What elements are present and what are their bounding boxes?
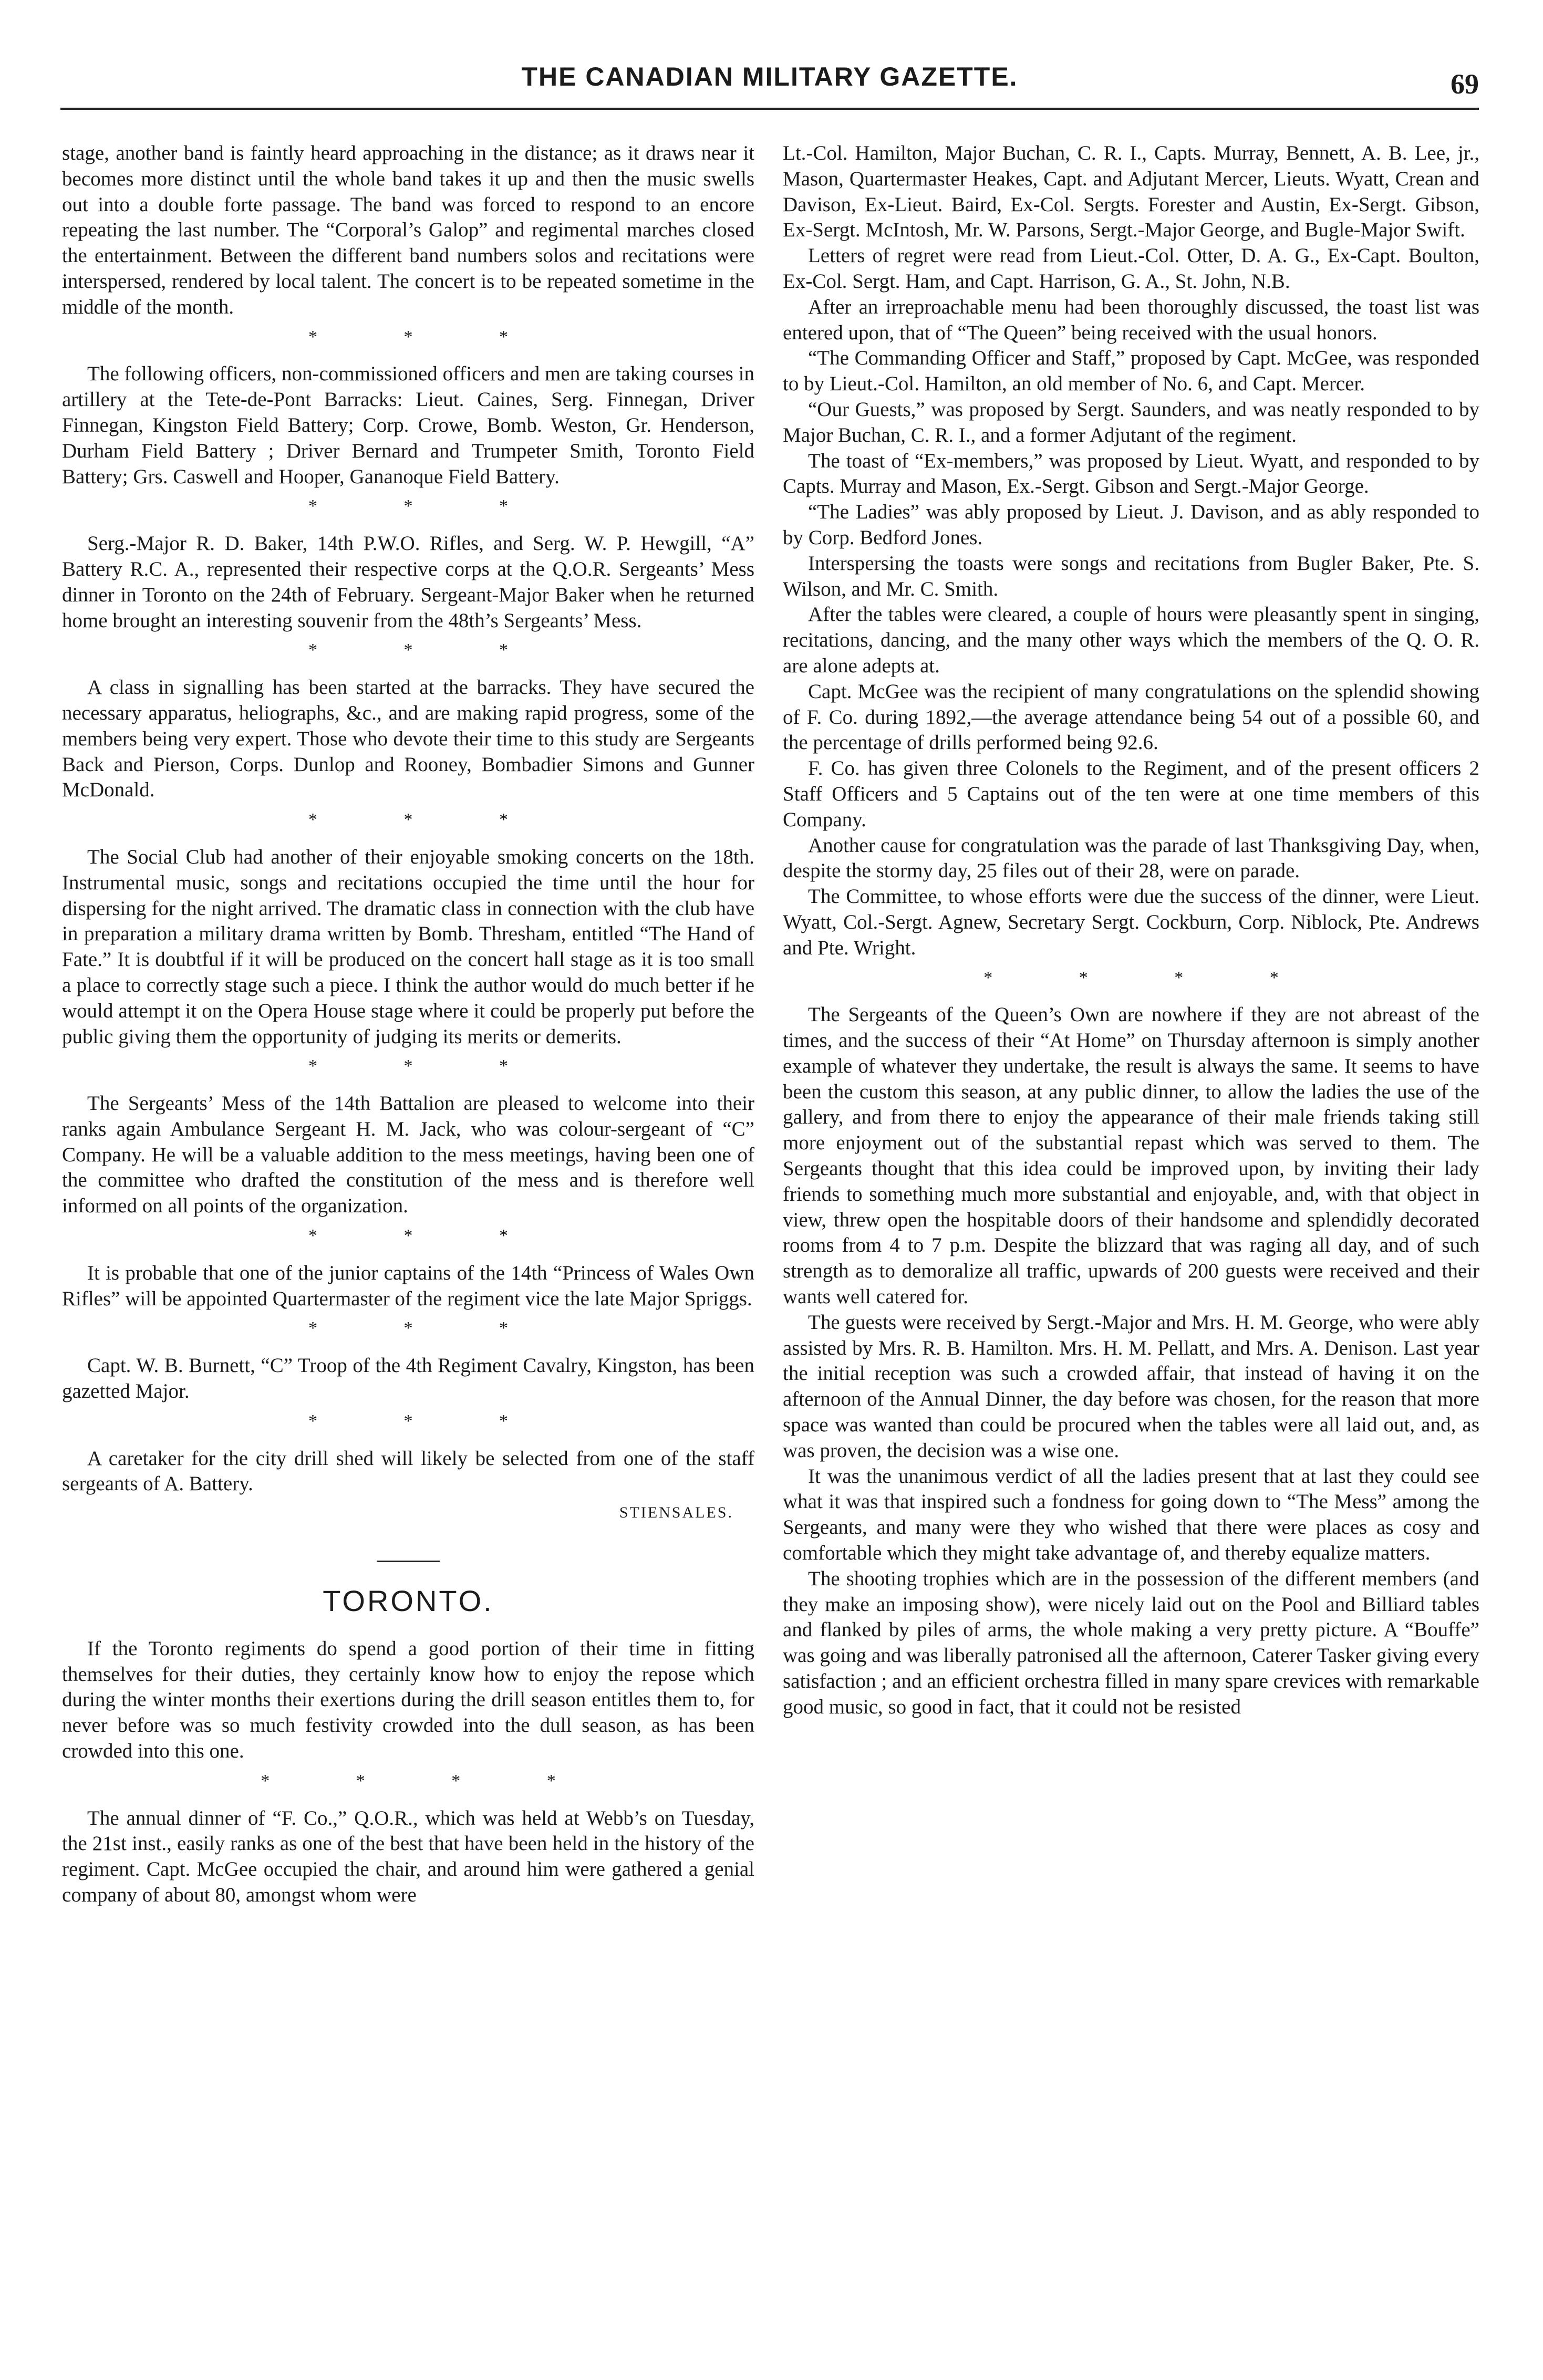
star-separator: * * * bbox=[308, 1411, 549, 1431]
left-column bbox=[62, 141, 754, 1908]
article-paragraph: Capt. McGee was the recipient of many congratulations on the splendid showing of F. Co. during 1892,—the average attendance being 54 out of a possible 60, and the percentage of drills performed being 92.6. bbox=[783, 680, 1479, 754]
article-paragraph: The shooting trophies which are in the possession of the different members (and they make an imposing show), were nicely laid out on the Pool and Billiard tables and flanked by piles of arms, the whole making a very pretty picture. A “Bouffe” was going and was liberally patronised all the afternoon, Caterer Tasker giving every satisfaction ; and an efficient orchestra filled in many spare crevices with remarkable good music, so good in fact, that it could not be resisted bbox=[783, 1567, 1479, 1718]
article-paragraph: Interspersing the toasts were songs and recitations from Bugler Baker, Pte. S. Wilson, and Mr. C. Smith. bbox=[783, 552, 1479, 600]
article-paragraph: The Social Club had another of their enjoyable smoking concerts on the 18th. Instrumental music, songs and recitations occupied the time until the hour for dispersing for the night arrived. The dramatic class in connection with the club have in preparation a military drama written by Bomb. Thresham, entitled “The Hand of Fate.” It is doubtful if it will be produced on the concert hall stage as it is too small a place to correctly stage such a piece. I think the author would do much better if he would attempt it on the Opera House stage where it could be properly put before the public giving them the opportunity of judging its merits or demerits. bbox=[62, 845, 754, 1048]
article-paragraph: The Sergeants of the Queen’s Own are nowhere if they are not abreast of the times, and the success of their “At Home” on Thursday afternoon is simply another example of whatever they undertake, the result is always the same. It seems to have been the custom this season, at any public dinner, to allow the ladies the use of the gallery, and from there to enjoy the appearance of their male friends taking still more enjoyment out of the substantial repast which was served to them. The Sergeants thought that this idea could be improved upon, by inviting their lady friends to something much more substantial and enjoyable, and, with that object in view, threw open the hospitable doors of their handsome and splendidly decorated rooms from 4 to 7 p.m. Despite the blizzard that was raging all day, and of such strength as to demoralize all traffic, upwards of 200 guests were received and their wants well catered for. bbox=[783, 1003, 1479, 1308]
article-paragraph: “The Ladies” was ably proposed by Lieut. J. Davison, and as ably responded to by Corp. Bedford Jones. bbox=[783, 501, 1479, 549]
section-rule bbox=[377, 1561, 440, 1562]
star-separator: * * * bbox=[308, 1318, 549, 1338]
article-paragraph: The annual dinner of “F. Co.,” Q.O.R., which was held at Webb’s on Tuesday, the 21st inst., easily ranks as one of the best that have been held in the history of the regiment. Capt. McGee occupied the chair, and around him were gathered a genial company of about 80, amongst whom were bbox=[62, 1806, 754, 1907]
header-rule bbox=[60, 108, 1479, 110]
article-paragraph: Lt.-Col. Hamilton, Major Buchan, C. R. I., Capts. Murray, Bennett, A. B. Lee, jr., Mason, Quartermaster Heakes, Capt. and Adjutant Mercer, Lieuts. Wyatt, Crean and Davison, Ex-Lieut. Baird, Ex-Col. Sergts. Forester and Austin, Ex-Sergt. Gibson, Ex-Sergt. McIntosh, Mr. W. Parsons, Sergt.-Major George, and Bugle-Major Swift. bbox=[783, 142, 1479, 242]
article-paragraph: After an irreproachable menu had been thoroughly discussed, the toast list was entered upon, that of “The Queen” being received with the usual honors. bbox=[783, 295, 1479, 344]
star-separator: * * * bbox=[308, 1056, 549, 1076]
star-separator: * * * bbox=[308, 1226, 549, 1246]
correspondent-signature: STIENSALES. bbox=[619, 1504, 733, 1522]
article-paragraph: The guests were received by Sergt.-Major and Mrs. H. M. George, who were ably assisted by Mrs. R. B. Hamilton. Mrs. H. M. Pellatt, and Mrs. A. Denison. Last year the initial reception was such a crowded affair, that instead of having it on the afternoon of the Annual Dinner, the day before was chosen, for the reason that more space was wanted than could be procured when the tables were all laid out, and, as was proven, the decision was a wise one. bbox=[783, 1311, 1479, 1462]
article-paragraph: The toast of “Ex-members,” was proposed by Lieut. Wyatt, and responded to by Capts. Murray and Mason, Ex.-Sergt. Gibson and Sergt.-Major George. bbox=[783, 449, 1479, 498]
article-paragraph: The Committee, to whose efforts were due the success of the dinner, were Lieut. Wyatt, Col.-Sergt. Agnew, Secretary Sergt. Cockburn, Corp. Niblock, Pte. Andrews and Pte. Wright. bbox=[783, 885, 1479, 959]
article-paragraph: A caretaker for the city drill shed will likely be selected from one of the staff sergeants of A. Battery. bbox=[62, 1447, 754, 1495]
article-paragraph: Letters of regret were read from Lieut.-Col. Otter, D. A. G., Ex-Capt. Boulton, Ex-Col. Sergt. Ham, and Capt. Harrison, G. A., St. John, N.B. bbox=[783, 244, 1479, 293]
article-paragraph: After the tables were cleared, a couple of hours were pleasantly spent in singing, recitations, dancing, and the many other ways which the members of the Q. O. R. are alone adepts at. bbox=[783, 603, 1479, 677]
article-paragraph: stage, another band is faintly heard approaching in the distance; as it draws near it becomes more distinct until the whole band takes it up and then the music swells out into a double forte passage. The band was forced to respond to an encore repeating the last number. The “Corporal’s Galop” and regimental marches closed the entertainment. Between the different band numbers solos and recitations were interspersed, rendered by local talent. The concert is to be repeated sometime in the middle of the month. bbox=[62, 142, 754, 318]
article-paragraph: It is probable that one of the junior captains of the 14th “Princess of Wales Own Rifles” will be appointed Quartermaster of the regiment vice the late Major Spriggs. bbox=[62, 1261, 754, 1310]
article-paragraph: F. Co. has given three Colonels to the Regiment, and of the present officers 2 Staff Officers and 5 Captains out of the ten were at one time members of this Company. bbox=[783, 757, 1479, 831]
article-paragraph: The following officers, non-commissioned officers and men are taking courses in artillery at the Tete-de-Pont Barracks: Lieut. Caines, Serg. Finnegan, Driver Finnegan, Kingston Field Battery; Corp. Crowe, Bomb. Weston, Gr. Henderson, Durham Field Battery ; Driver Bernard and Trumpeter Smith, Toronto Field Battery; Grs. Caswell and Hooper, Gananoque Field Battery. bbox=[62, 362, 754, 488]
article-paragraph: “Our Guests,” was proposed by Sergt. Saunders, and was neatly responded to by Major Buchan, C. R. I., and a former Adjutant of the regiment. bbox=[783, 398, 1479, 446]
star-separator: * * * bbox=[308, 496, 549, 516]
section-title-toronto: TORONTO. bbox=[323, 1584, 494, 1618]
star-separator: * * * * bbox=[983, 968, 1320, 988]
star-separator: * * * bbox=[308, 640, 549, 660]
article-paragraph: If the Toronto regiments do spend a good portion of their time in fitting themselves for their duties, they certainly know how to enjoy the repose which during the winter months their exertions during the drill season entitles them to, for never before was so much festivity crowded into the dull season, as has been crowded into this one. bbox=[62, 1637, 754, 1763]
article-paragraph: Serg.-Major R. D. Baker, 14th P.W.O. Rifles, and Serg. W. P. Hewgill, “A” Battery R.C. A., represented their respective corps at the Q.O.R. Sergeants’ Mess dinner in Toronto on the 24th of February. Sergeant-Major Baker when he returned home brought an interesting souvenir from the 48th’s Sergeants’ Mess. bbox=[62, 532, 754, 632]
star-separator: * * * bbox=[308, 810, 549, 830]
masthead-title: THE CANADIAN MILITARY GAZETTE. bbox=[521, 62, 1018, 91]
page-header bbox=[60, 55, 1479, 113]
article-paragraph: Another cause for congratulation was the parade of last Thanksgiving Day, when, despite the stormy day, 25 files out of their 28, were on parade. bbox=[783, 834, 1479, 882]
article-paragraph: The Sergeants’ Mess of the 14th Battalion are pleased to welcome into their ranks again Ambulance Sergeant H. M. Jack, who was colour-sergeant of “C” Company. He will be a valuable addition to the mess meetings, having been one of the committee who drafted the constitution of the mess and is therefore well informed on all points of the organization. bbox=[62, 1092, 754, 1218]
star-separator: * * * bbox=[308, 327, 549, 347]
right-column bbox=[783, 141, 1479, 1720]
article-paragraph: Capt. W. B. Burnett, “C” Troop of the 4th Regiment Cavalry, Kingston, has been gazetted Major. bbox=[62, 1354, 754, 1403]
page-number: 69 bbox=[1451, 68, 1479, 100]
star-separator: * * * * bbox=[261, 1771, 597, 1791]
article-paragraph: It was the unanimous verdict of all the ladies present that at last they could see what it was that inspired such a fondness for going down to “The Mess” among the Sergeants, and many were they who wished that there were places as cosy and comfortable which they might take advantage of, and thereby equalize matters. bbox=[783, 1464, 1479, 1565]
article-paragraph: “The Commanding Officer and Staff,” proposed by Capt. McGee, was responded to by Lieut.-Col. Hamilton, an old member of No. 6, and Capt. Mercer. bbox=[783, 347, 1479, 396]
article-paragraph: A class in signalling has been started at the barracks. They have secured the necessary apparatus, heliographs, &c., and are making rapid progress, some of the members being very expert. Those who devote their time to this study are Sergeants Back and Pierson, Corps. Dunlop and Rooney, Bombadier Simons and Gunner McDonald. bbox=[62, 676, 754, 802]
